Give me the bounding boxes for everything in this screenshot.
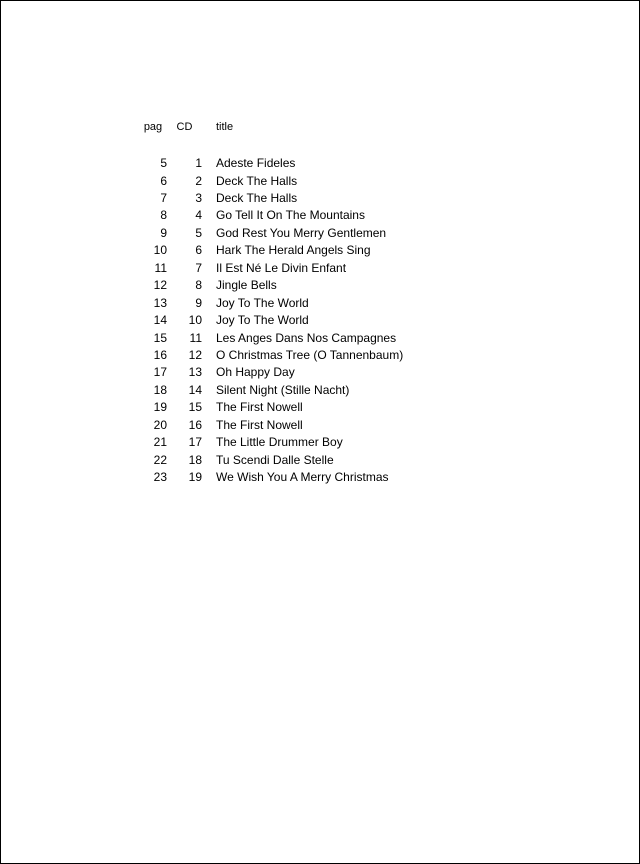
cd-track-cell: 7 [195, 260, 202, 275]
song-title-cell: Hark The Herald Angels Sing [216, 243, 371, 258]
song-title-cell: The First Nowell [216, 417, 303, 432]
song-title-cell: Silent Night (Stille Nacht) [216, 382, 350, 397]
cd-track-cell: 1 [195, 156, 202, 171]
page-number-cell: 17 [153, 365, 167, 380]
page-number-cell: 23 [153, 470, 167, 485]
table-row [139, 311, 403, 328]
cd-track-cell: 6 [195, 243, 202, 258]
table-row [139, 154, 403, 171]
song-title-cell: Joy To The World [216, 313, 309, 328]
contents-table [139, 117, 403, 486]
page-number-cell: 20 [153, 417, 167, 432]
page-number-cell: 13 [153, 295, 167, 310]
song-title-cell: Il Est Né Le Divin Enfant [216, 260, 347, 275]
cd-track-cell: 3 [195, 191, 202, 206]
page-number-cell: 19 [153, 400, 167, 415]
table-header-row [139, 117, 403, 137]
song-title-cell: Jingle Bells [216, 278, 277, 293]
song-title-cell: Tu Scendi Dalle Stelle [216, 452, 334, 467]
song-title-cell: Go Tell It On The Mountains [216, 208, 365, 223]
song-title-cell: O Christmas Tree (O Tannenbaum) [216, 347, 404, 362]
table-body [139, 137, 403, 486]
page-number-cell: 11 [154, 260, 167, 275]
page-number-cell: 7 [160, 191, 167, 206]
table-row [139, 224, 403, 241]
page-number-cell: 9 [160, 225, 167, 240]
song-title-cell: Oh Happy Day [216, 365, 295, 380]
table-row [139, 207, 403, 224]
page-number-cell: 15 [153, 330, 167, 345]
page-number-cell: 10 [153, 243, 167, 258]
cd-track-cell: 2 [195, 173, 202, 188]
song-title-cell: God Rest You Merry Gentlemen [216, 225, 387, 240]
page-number-cell: 6 [160, 173, 167, 188]
page-number-cell: 16 [153, 347, 167, 362]
cd-track-cell: 19 [188, 470, 202, 485]
song-title-cell: Adeste Fideles [216, 156, 296, 171]
cd-track-cell: 12 [188, 347, 202, 362]
table-row [139, 277, 403, 294]
page-number-cell: 14 [153, 313, 167, 328]
cd-track-cell: 15 [188, 400, 202, 415]
table-row [139, 451, 403, 468]
page-number-cell: 21 [153, 435, 167, 450]
cd-track-cell: 14 [188, 382, 202, 397]
table-row [139, 259, 403, 276]
page-number-cell: 12 [153, 278, 167, 293]
cd-track-cell: 5 [195, 225, 202, 240]
song-title-cell: We Wish You A Merry Christmas [216, 470, 389, 485]
cd-track-cell: 16 [188, 417, 202, 432]
table-row [139, 172, 403, 189]
table-row [139, 364, 403, 381]
table-row [139, 468, 403, 485]
cd-track-cell: 17 [188, 435, 202, 450]
header-gap [139, 137, 403, 154]
cd-track-cell: 18 [188, 452, 202, 467]
cd-track-cell: 8 [195, 278, 202, 293]
song-title-cell: Deck The Halls [216, 173, 298, 188]
table-row [139, 294, 403, 311]
song-title-cell: Les Anges Dans Nos Campagnes [216, 330, 397, 345]
table-row [139, 433, 403, 450]
table-row [139, 399, 403, 416]
table-row [139, 242, 403, 259]
song-title-cell: The Little Drummer Boy [216, 435, 343, 450]
page-number-cell: 18 [153, 382, 167, 397]
table-row [139, 346, 403, 363]
table-row [139, 189, 403, 206]
cd-track-cell: 10 [188, 313, 202, 328]
page-number-cell: 8 [160, 208, 167, 223]
table-row [139, 416, 403, 433]
table-row [139, 381, 403, 398]
page-number-cell: 22 [153, 452, 167, 467]
cd-track-cell: 11 [189, 330, 202, 345]
cd-track-cell: 9 [195, 295, 202, 310]
table-row [139, 329, 403, 346]
song-title-cell: The First Nowell [216, 400, 303, 415]
cd-track-cell: 13 [188, 365, 202, 380]
song-title-cell: Joy To The World [216, 295, 309, 310]
song-title-cell: Deck The Halls [216, 191, 298, 206]
header-title: title [216, 121, 234, 133]
header-pag: pag [143, 121, 163, 133]
header-cd: CD [176, 121, 193, 133]
cd-track-cell: 4 [195, 208, 202, 223]
page-number-cell: 5 [160, 156, 167, 171]
